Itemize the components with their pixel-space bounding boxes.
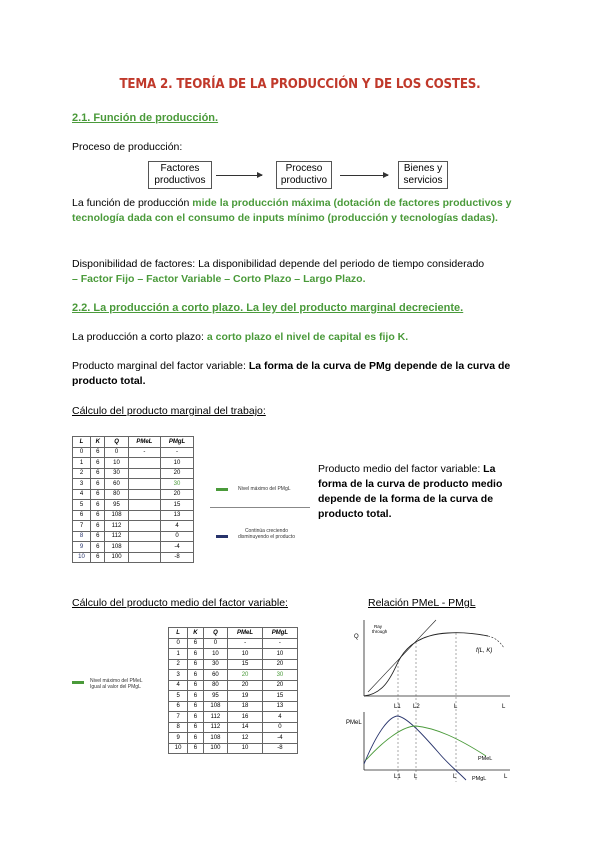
table-cell: 4	[161, 521, 194, 532]
l1-label-bottom: L1	[394, 774, 401, 780]
table-cell: 6	[91, 552, 105, 563]
table-cell: 15	[262, 691, 297, 702]
table-cell: 60	[105, 479, 128, 490]
page-title: TEMA 2. TEORÍA DE LA PRODUCCIÓN Y DE LOS COSTES.	[119, 76, 481, 92]
table-cell: 4	[73, 489, 91, 500]
average-product-table	[168, 627, 298, 754]
table-row	[169, 649, 298, 660]
table-cell: 112	[203, 712, 228, 723]
table-cell: 6	[188, 691, 203, 702]
table-cell: 13	[161, 510, 194, 521]
table-cell: 15	[161, 500, 194, 511]
l-axis-label-bottom: L	[504, 774, 508, 780]
marginal-product-paragraph: Producto marginal del factor variable: La forma de la curva de PMg depende de la curva de producto total.	[72, 360, 511, 387]
table-cell: 6	[188, 722, 203, 733]
table-cell	[128, 458, 160, 469]
table-cell: 18	[228, 701, 263, 712]
table-cell: 3	[73, 479, 91, 490]
table-header-cell: Q	[203, 628, 228, 639]
l1-label-top: L1	[394, 704, 401, 710]
table-cell: 6	[91, 542, 105, 553]
table-cell	[128, 479, 160, 490]
table-cell: -	[228, 638, 263, 649]
table-cell: 6	[188, 743, 203, 754]
table-row	[73, 479, 194, 490]
table-cell: 6	[188, 701, 203, 712]
table-cell: 1	[169, 649, 188, 660]
table-cell: 95	[203, 691, 228, 702]
table-cell: 10	[262, 649, 297, 660]
table-cell: 108	[203, 733, 228, 744]
calc-marginal-title: Cálculo del producto marginal del trabajo:	[72, 405, 266, 417]
table-cell: 95	[105, 500, 128, 511]
table-cell	[128, 531, 160, 542]
table-cell: 30	[262, 670, 297, 681]
pmg-curve-label: PMgL	[472, 776, 487, 782]
table-cell	[128, 542, 160, 553]
production-function-paragraph: La función de producción mide la producción máxima (dotación de factores productivos y tecnología dada con el consumo de inputs mínimo (producción y tecnologías dadas).	[72, 197, 512, 224]
table-cell: 30	[161, 479, 194, 490]
table-cell: 20	[228, 670, 263, 681]
table-cell: 112	[105, 531, 128, 542]
table-cell: 7	[73, 521, 91, 532]
section-heading-1: 2.1. Función de producción.	[72, 112, 219, 124]
table-cell: 10	[169, 743, 188, 754]
table-cell: 108	[203, 701, 228, 712]
table-header-cell: Q	[105, 437, 128, 448]
table-row	[73, 489, 194, 500]
legend-blue-swatch	[216, 535, 228, 538]
table-cell: 6	[169, 701, 188, 712]
table-row	[73, 542, 194, 553]
table-cell: -4	[262, 733, 297, 744]
table-row	[169, 680, 298, 691]
table-cell: 30	[105, 468, 128, 479]
table-cell: 6	[91, 510, 105, 521]
table-cell: 7	[169, 712, 188, 723]
total-product-curve	[364, 633, 488, 696]
table-cell: 14	[228, 722, 263, 733]
table-cell: 80	[203, 680, 228, 691]
legend2-green-swatch	[72, 681, 84, 684]
table-row	[73, 458, 194, 469]
table-cell: 108	[105, 542, 128, 553]
table-header-cell: PMgL	[161, 437, 194, 448]
l-axis-label-top: L	[502, 704, 506, 710]
table-cell: 0	[169, 638, 188, 649]
table-cell: -8	[161, 552, 194, 563]
l3-label-top: L	[454, 704, 458, 710]
table-cell: -	[262, 638, 297, 649]
legend-marginal	[208, 478, 310, 538]
tangent-label-2: through	[372, 629, 388, 634]
legend-average	[66, 674, 166, 704]
flow-arrow-2	[340, 175, 388, 176]
short-run-paragraph: La producción a corto plazo: a corto plazo el nivel de capital es fijo K.	[72, 331, 409, 343]
table-cell: 13	[262, 701, 297, 712]
table-cell: 16	[228, 712, 263, 723]
table-cell: 3	[169, 670, 188, 681]
table-header-cell: L	[169, 628, 188, 639]
table-cell: 4	[262, 712, 297, 723]
table-header-cell: K	[188, 628, 203, 639]
table-cell: 6	[73, 510, 91, 521]
table-cell: 20	[262, 659, 297, 670]
table-row	[73, 510, 194, 521]
table-cell: 6	[91, 531, 105, 542]
table-cell: 9	[73, 542, 91, 553]
table-row	[169, 638, 298, 649]
table-cell: 6	[91, 500, 105, 511]
table-cell: -4	[161, 542, 194, 553]
table-row	[169, 691, 298, 702]
table-header-cell: PMeL	[228, 628, 263, 639]
section-heading-2: 2.2. La producción a corto plazo. La ley del producto marginal decreciente.	[72, 302, 464, 314]
flow-box-proceso: Proceso productivo	[276, 161, 332, 189]
legend2-item: Nivel máximo del PMeL Igual al valor del PMgL	[90, 678, 143, 690]
table-row	[169, 701, 298, 712]
table-cell: 10	[73, 552, 91, 563]
table-row	[169, 670, 298, 681]
table-header-cell: PMeL	[128, 437, 160, 448]
table-row	[169, 722, 298, 733]
table-cell: 5	[169, 691, 188, 702]
table-cell	[128, 552, 160, 563]
legend-divider	[210, 507, 310, 508]
table-cell: 20	[262, 680, 297, 691]
l2-label-bottom: L	[414, 774, 418, 780]
table-cell: 112	[105, 521, 128, 532]
l2-label-top: L2	[413, 704, 420, 710]
q-axis-label: Q	[354, 634, 359, 640]
table-cell: 6	[188, 670, 203, 681]
table-cell: 1	[73, 458, 91, 469]
table-cell: 10	[105, 458, 128, 469]
marginal-product-table	[72, 436, 194, 563]
table-cell: 12	[228, 733, 263, 744]
table-cell: 20	[161, 489, 194, 500]
availability-paragraph: Disponibilidad de factores: La disponibilidad depende del periodo de tiempo considerado – Factor Fijo – Factor Variable – Corto Plazo – Largo Plazo.	[72, 258, 485, 285]
table-cell: 6	[188, 649, 203, 660]
table-cell: 6	[91, 458, 105, 469]
table-cell: 20	[161, 468, 194, 479]
pme-pmg-relation-graph	[338, 612, 518, 788]
function-label: f(L, K)	[476, 648, 493, 654]
table-cell: 100	[203, 743, 228, 754]
table-cell: 2	[73, 468, 91, 479]
table-cell: 6	[188, 712, 203, 723]
table-cell: 6	[188, 638, 203, 649]
table-cell: 6	[188, 733, 203, 744]
legend-green-swatch	[216, 488, 228, 491]
tangent-label-1: Ray	[374, 624, 383, 629]
table-cell: 6	[91, 489, 105, 500]
table-cell: 5	[73, 500, 91, 511]
flow-arrow-1	[216, 175, 262, 176]
table-cell: 6	[91, 521, 105, 532]
pme-curve-label: PMeL	[478, 756, 493, 762]
table-row	[73, 552, 194, 563]
table-cell: 9	[169, 733, 188, 744]
table-cell: 6	[91, 479, 105, 490]
table-row	[169, 659, 298, 670]
table-cell: 10	[228, 649, 263, 660]
table-cell: 15	[228, 659, 263, 670]
table-cell	[128, 510, 160, 521]
table-cell: 19	[228, 691, 263, 702]
relation-title: Relación PMeL - PMgL	[368, 597, 476, 609]
table-cell: -	[161, 447, 194, 458]
table-cell: 0	[262, 722, 297, 733]
table-row	[73, 531, 194, 542]
table-header-cell: K	[91, 437, 105, 448]
table-cell	[128, 489, 160, 500]
table-cell: 108	[105, 510, 128, 521]
table-cell: -	[128, 447, 160, 458]
table-cell: 20	[228, 680, 263, 691]
average-product-paragraph: Producto medio del factor variable: La forma de la curva de producto medio depende de la forma de la curva de producto total.	[318, 463, 503, 520]
table-cell: 6	[91, 468, 105, 479]
table-row	[169, 733, 298, 744]
table-cell: 6	[91, 447, 105, 458]
table-row	[73, 447, 194, 458]
l3-label-bottom: L	[453, 774, 457, 780]
table-cell: 2	[169, 659, 188, 670]
flow-box-factores: Factores productivos	[148, 161, 212, 189]
table-cell: 10	[228, 743, 263, 754]
table-cell: 0	[73, 447, 91, 458]
table-cell: 10	[203, 649, 228, 660]
table-row	[73, 468, 194, 479]
total-product-tail	[488, 636, 504, 648]
flow-box-bienes: Bienes y servicios	[398, 161, 448, 189]
table-cell: 60	[203, 670, 228, 681]
table-cell: 10	[161, 458, 194, 469]
table-row	[73, 521, 194, 532]
pm-axis-label: PMeL	[346, 720, 362, 726]
table-row	[73, 500, 194, 511]
table-cell	[128, 500, 160, 511]
table-cell: 80	[105, 489, 128, 500]
table-cell	[128, 468, 160, 479]
calc-average-title: Cálculo del producto medio del factor variable:	[72, 597, 288, 609]
table-cell	[128, 521, 160, 532]
table-cell: -8	[262, 743, 297, 754]
table-cell: 30	[203, 659, 228, 670]
legend-item-1: Nivel máximo del PMgL	[238, 486, 291, 492]
table-row	[169, 743, 298, 754]
table-cell: 8	[73, 531, 91, 542]
table-cell: 0	[203, 638, 228, 649]
table-cell: 0	[105, 447, 128, 458]
table-row	[169, 712, 298, 723]
table-cell: 100	[105, 552, 128, 563]
legend-item-2: Continúa creciendo disminuyendo el producto	[238, 528, 295, 540]
pme-curve	[366, 726, 486, 760]
table-cell: 6	[188, 680, 203, 691]
table-cell: 4	[169, 680, 188, 691]
table-cell: 0	[161, 531, 194, 542]
table-cell: 8	[169, 722, 188, 733]
table-header-cell: PMgL	[262, 628, 297, 639]
table-header-cell: L	[73, 437, 91, 448]
table-cell: 6	[188, 659, 203, 670]
process-label: Proceso de producción:	[72, 141, 183, 153]
table-cell: 112	[203, 722, 228, 733]
